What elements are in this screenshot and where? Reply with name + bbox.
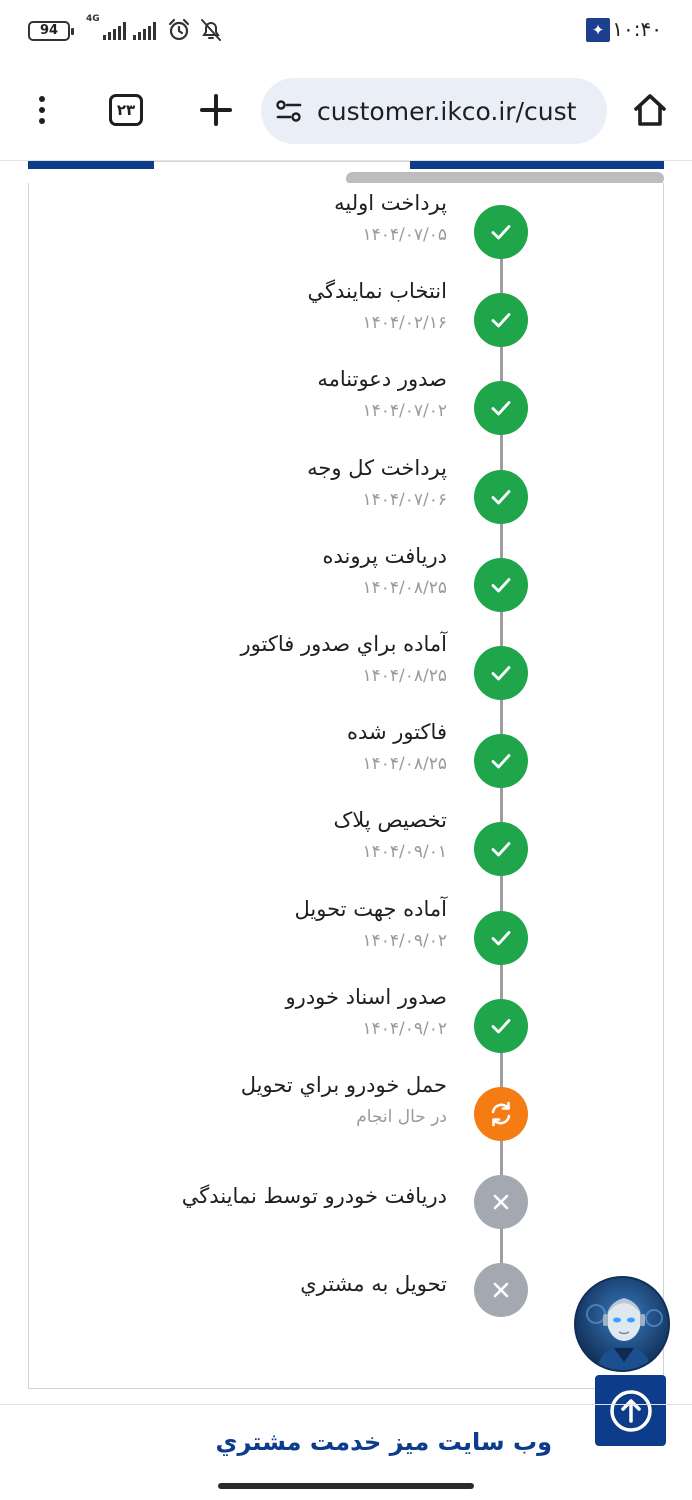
address-bar[interactable] — [261, 78, 607, 144]
check-icon — [486, 570, 516, 600]
tab-indicator[interactable] — [28, 161, 154, 169]
step-title: صدور دعوتنامه — [317, 367, 447, 392]
status-bar — [0, 0, 692, 62]
sync-icon — [485, 1098, 517, 1130]
check-icon — [486, 658, 516, 688]
step-date: ۱۴۰۴/۰۸/۲۵ — [362, 666, 447, 686]
step-title: انتخاب نمايندگي — [307, 279, 447, 304]
check-icon — [486, 482, 516, 512]
check-icon — [486, 217, 516, 247]
bank-app-icon: ✦ — [586, 18, 610, 42]
step-status-badge — [474, 381, 528, 435]
step-date: ۱۴۰۴/۰۷/۰۲ — [362, 401, 447, 422]
home-indicator[interactable] — [218, 1483, 474, 1489]
tab-switcher-button[interactable]: ۲۳ — [109, 94, 143, 126]
clock: ۱۰:۴۰ — [612, 17, 662, 41]
check-icon — [486, 746, 516, 776]
step-date: ۱۴۰۴/۰۹/۰۲ — [362, 930, 447, 951]
step-title: حمل خودرو براي تحويل — [240, 1073, 447, 1097]
step-title: آماده جهت تحويل — [294, 896, 447, 921]
step-title: پرداخت كل وجه — [307, 455, 447, 480]
step-status-badge — [474, 558, 528, 612]
step-title: فاكتور شده — [346, 720, 447, 745]
url-text[interactable]: customer.ikco.ir/cust — [317, 97, 577, 126]
step-title: پرداخت اوليه — [334, 191, 447, 215]
tab-divider — [154, 161, 410, 169]
tab-strip — [28, 161, 664, 171]
step-status-badge — [474, 734, 528, 788]
signal-icon — [103, 22, 126, 40]
tab-indicator[interactable] — [410, 161, 664, 169]
arrow-up-icon — [607, 1387, 655, 1435]
step-title: دريافت خودرو توسط نمايندگي — [181, 1184, 447, 1209]
network-type-label: 4G — [86, 14, 100, 24]
check-icon — [486, 305, 516, 335]
step-title: صدور اسناد خودرو — [285, 984, 447, 1009]
step-status-badge — [474, 999, 528, 1053]
footer-divider — [0, 1404, 692, 1405]
check-icon — [486, 1011, 516, 1041]
step-status-badge — [474, 911, 528, 965]
robot-assistant-icon — [576, 1278, 670, 1372]
step-status-badge — [474, 646, 528, 700]
step-status-badge — [474, 470, 528, 524]
timeline-step — [0, 1175, 692, 1263]
step-status-badge — [474, 1087, 528, 1141]
step-date: ۱۴۰۴/۰۸/۲۵ — [362, 754, 447, 775]
scroll-to-top-button[interactable] — [595, 1375, 666, 1446]
step-date: ۱۴۰۴/۰۹/۰۱ — [362, 842, 447, 863]
step-date: ۱۴۰۴/۰۷/۰۶ — [362, 489, 447, 510]
battery-icon: 94 — [28, 21, 70, 41]
step-status-badge — [474, 293, 528, 347]
step-status-badge — [474, 822, 528, 876]
check-icon — [486, 834, 516, 864]
browser-toolbar — [0, 62, 692, 160]
plus-icon[interactable] — [196, 90, 236, 130]
close-icon — [489, 1190, 513, 1214]
step-status-badge — [474, 1263, 528, 1317]
close-icon — [489, 1278, 513, 1302]
step-date: ۱۴۰۴/۰۹/۰۲ — [362, 1018, 447, 1039]
tune-icon[interactable] — [275, 99, 303, 123]
step-status-badge — [474, 1175, 528, 1229]
step-status-text: در حال انجام — [356, 1107, 447, 1127]
step-title: آماده براي صدور فاكتور — [240, 632, 447, 656]
notifications-off-icon — [198, 18, 224, 42]
footer-title[interactable]: وب سايت ميز خدمت مشتري — [215, 1428, 552, 1456]
step-title: تخصيص پلاک — [333, 808, 447, 833]
step-title: دريافت پرونده — [322, 543, 447, 568]
step-status-badge — [474, 205, 528, 259]
step-date: ۱۴۰۴/۰۲/۱۶ — [362, 313, 447, 334]
check-icon — [486, 923, 516, 953]
home-icon[interactable] — [630, 90, 670, 130]
signal-icon — [133, 22, 156, 40]
robot-assistant-avatar[interactable] — [574, 1276, 670, 1372]
step-date: ۱۴۰۴/۰۷/۰۵ — [362, 225, 447, 245]
step-date: ۱۴۰۴/۰۸/۲۵ — [362, 577, 447, 598]
alarm-icon — [167, 18, 191, 42]
check-icon — [486, 393, 516, 423]
timeline-step — [0, 1073, 692, 1175]
more-vert-icon[interactable] — [22, 90, 62, 130]
step-title: تحويل به مشتري — [300, 1272, 447, 1297]
